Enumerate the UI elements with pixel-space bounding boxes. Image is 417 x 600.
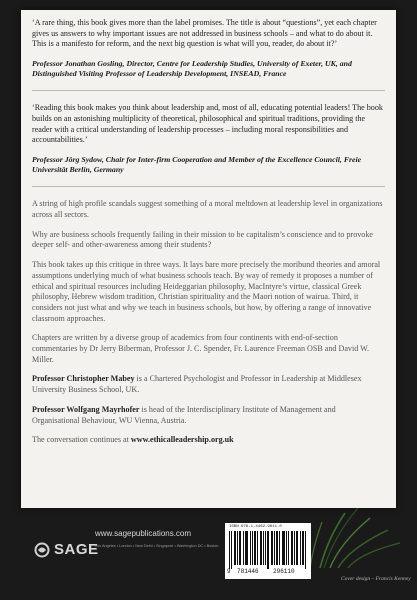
text-panel [21, 10, 396, 508]
endorsement-quote-2: ‘Reading this book makes you think about leadership and, most of all, educating potential leaders! The book builds on an astonishing multiplicity of theoretical, philosophical and spiritual traditions, providing the reader with a critical understanding of leadership processes – including moral responsibilities and accountabilities.’ [32, 103, 383, 145]
endorsement-attribution-1: Professor Jonathan Gosling, Director, Centre for Leadership Studies, University of Exeter, UK, and Distinguished Visiting Professor of Leadership Development, INSEAD, France [32, 58, 352, 79]
blurb [32, 199, 385, 446]
isbn-barcode [225, 523, 311, 579]
conversation-prefix: The conversation continues at [32, 435, 131, 445]
publisher-website: www.sagepublications.com [95, 529, 192, 538]
divider [32, 186, 385, 187]
publisher-name: SAGE [54, 541, 99, 558]
conversation-line [32, 435, 385, 446]
cover-design-credit: Cover design – Francis Kenney [341, 576, 411, 582]
author-bio-2 [32, 405, 385, 426]
blurb-paragraph: Why are business schools frequently failing in their mission to be capitalism’s conscience and to provoke deeper self- and other-awareness among their students? [32, 229, 373, 250]
author-name-2: Professor Wolfgang Mayrhofer [32, 404, 140, 414]
publisher-cities: Los Angeles • London • New Delhi • Singapore • Washington DC • Boston [95, 544, 219, 548]
cover-footer [0, 508, 417, 600]
endorsement-quote-1: ‘A rare thing, this book gives more than the label promises. The title is about “questions”, yet each chapter gives us answers to why important issues are not addressed in business schools – and what to do about it. This is a manifesto for reform, and the next big question is what will you, reader, do about it?’ [32, 18, 377, 49]
barcode-icon [229, 531, 307, 569]
grass-decoration [300, 508, 417, 568]
barcode-digits-left: 781446 [237, 568, 259, 575]
conversation-url: www.ethicalleadership.org.uk [130, 435, 234, 445]
barcode-digit-first: 9 [227, 568, 231, 575]
author-bio-text-2: is head of the Interdisciplinary Institute of Management and Organisational Behaviour, WU Vienna, Austria. [32, 404, 336, 425]
author-bio-text-1: is a Chartered Psychologist and Professor in Leadership at Middlesex University Business School, UK. [32, 374, 362, 395]
sage-logo [34, 541, 99, 562]
author-name-1: Professor Christopher Mabey [32, 374, 135, 384]
blurb-paragraph: A string of high profile scandals suggest something of a moral meltdown at leadership level in organizations across all sectors. [32, 199, 383, 220]
author-bio-1 [32, 374, 385, 395]
sage-swirl-icon [34, 542, 52, 558]
blurb-paragraph: Chapters are written by a diverse group of academics from four continents with end-of-section commentaries by Dr Jerry Biberman, Professor J. C. Spender, Fr. Laurence Freeman OSB and David W. Miller. [32, 333, 370, 364]
isbn-number: ISBN 978-1-4462-9611-0 [229, 525, 282, 529]
divider [32, 90, 385, 91]
blurb-paragraph: This book takes up this critique in three ways. It lays bare more precisely the moribund theories and amoral assumptions underlying much of what business schools teach. By way of remedy it proposes a number of ethical and spiritual resources including Heideggarian philosophy, MacIntyre’s virtue, classical Greek philosophy, Hebrew wisdom tradition, Christian spirituality and the Maori notion of wairua. Third, it considers not just what and why we teach in business schools, but how, by offering a range of innovative classroom approaches. [32, 260, 381, 323]
barcode-digits-right: 296110 [273, 568, 295, 575]
endorsement-attribution-2: Professor Jörg Sydow, Chair for Inter-firm Cooperation and Member of the Excellence Council, Freie Universität Berlin, Germany [32, 154, 362, 175]
